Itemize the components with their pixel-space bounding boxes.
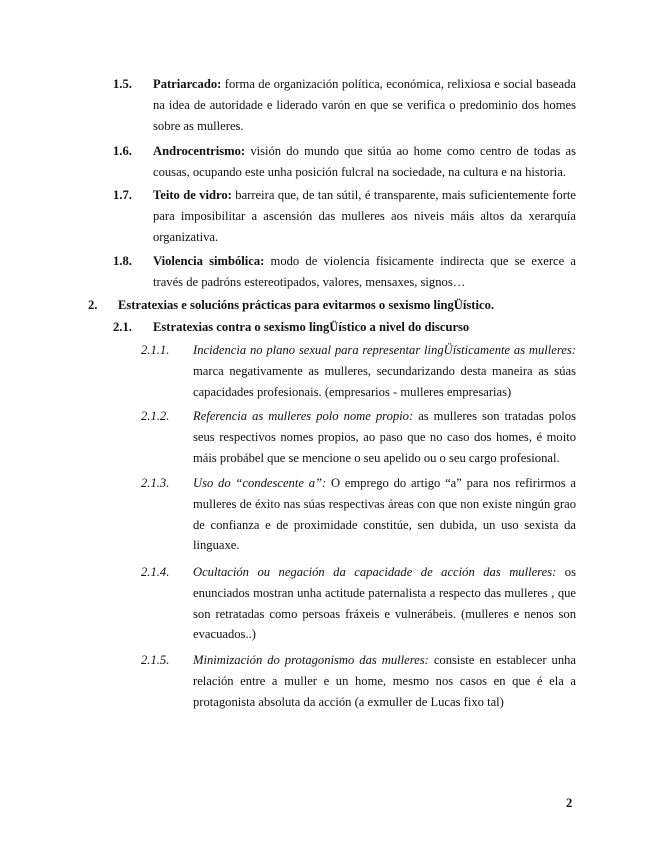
item-text: marca negativamente as mulleres, secundarizando desta maneira as súas capacidades profesionais. (empresarios - mulleres empresarias) <box>193 363 576 399</box>
item-body <box>153 251 576 293</box>
item-term: Violencia simbólica: <box>153 254 265 268</box>
item-number: 2.1.2. <box>141 409 170 423</box>
definition-item <box>113 185 576 247</box>
item-term: Ocultación ou negación da capacidade de acción das mulleres: <box>193 565 557 579</box>
item-term: Teito de vidro: <box>153 188 232 202</box>
item-body <box>153 185 576 247</box>
section-heading <box>88 295 576 316</box>
item-number: 1.6. <box>113 144 132 158</box>
definition-item <box>113 251 576 293</box>
item-term: Androcentrismo: <box>153 144 246 158</box>
page-number: 2 <box>566 796 573 810</box>
item-number: 1.5. <box>113 77 132 91</box>
section-number: 2. <box>88 298 98 312</box>
item-body <box>193 340 576 402</box>
item-number: 1.8. <box>113 254 132 268</box>
item-term: Minimización do protagonismo das mulleres: <box>193 653 429 667</box>
item-body <box>153 74 576 136</box>
item-body <box>193 562 576 645</box>
item-number: 1.7. <box>113 188 132 202</box>
item-number: 2.1.5. <box>141 653 170 667</box>
strategy-item <box>141 650 576 712</box>
item-body <box>153 141 576 183</box>
item-text: O emprego do artigo “a” para nos refirirmos a mulleres de éxito nas súas respectivas áreas con que non existe ningún grao de confianza e de proximidade constitúe, sen dubida, un uso sexista da linguaxe. <box>193 476 576 553</box>
item-number: 2.1.4. <box>141 565 170 579</box>
subsection-number: 2.1. <box>113 320 132 334</box>
section-title: Estratexias e solucións prácticas para evitarmos o sexismo lingÜístico. <box>118 298 495 312</box>
item-number: 2.1.1. <box>141 343 170 357</box>
item-body <box>193 406 576 468</box>
item-text: barreira que, de tan sútil, é transparente, mais suficientemente forte para imposibilitar a ascensión das mulleres aos niveis máis altos da xerarquía organizativa. <box>153 188 576 244</box>
subsection-heading <box>113 317 576 338</box>
strategy-item <box>141 406 576 468</box>
item-text: forma de organización política, económica, relixiosa e social baseada na idea de autoridade e liderado varón en que se verifica o predominio dos homes sobre as mulleres. <box>153 77 576 133</box>
strategy-item <box>141 473 576 556</box>
item-text: as mulleres son tratadas polos seus respectivos nomes propios, ao paso que no caso dos homes, é moito máis probábel que se mencione o seu apelido ou o seu cargo profesional. <box>193 409 577 465</box>
subsection-title: Estratexias contra o sexismo lingÜístico a nivel do discurso <box>153 320 470 334</box>
item-term: Incidencia no plano sexual para representar lingÜísticamente as mulleres: <box>193 343 576 357</box>
item-text: modo de violencia fisicamente indirecta que se exerce a través de padróns estereotipados, valores, mensaxes, signos… <box>153 254 576 289</box>
item-term: Patriarcado: <box>153 77 222 91</box>
item-text: os enunciados mostran unha actitude paternalista a respecto das mulleres , que son retratadas como persoas fráxeis e vulnerábeis. (mulleres e nenos son evacuados..) <box>193 565 576 642</box>
item-number: 2.1.3. <box>141 476 170 490</box>
item-body <box>193 650 576 712</box>
item-term: Uso do “condescente a”: <box>193 476 327 490</box>
strategy-item <box>141 340 576 402</box>
definition-item <box>113 141 576 183</box>
item-text: visión do mundo que sitúa ao home como centro de todas as cousas, ocupando este unha posición fulcral na sociedade, na cultura e na historia. <box>153 144 576 179</box>
definition-item <box>113 74 576 136</box>
item-term: Referencia as mulleres polo nome propio: <box>193 409 414 423</box>
item-text: consiste en establecer unha relación entre a muller e un home, mesmo nos casos en que é ela a protagonista absoluta da acción (a exmuller de Lucas fixo tal) <box>193 653 577 709</box>
item-body <box>193 473 576 556</box>
strategy-item <box>141 562 576 645</box>
